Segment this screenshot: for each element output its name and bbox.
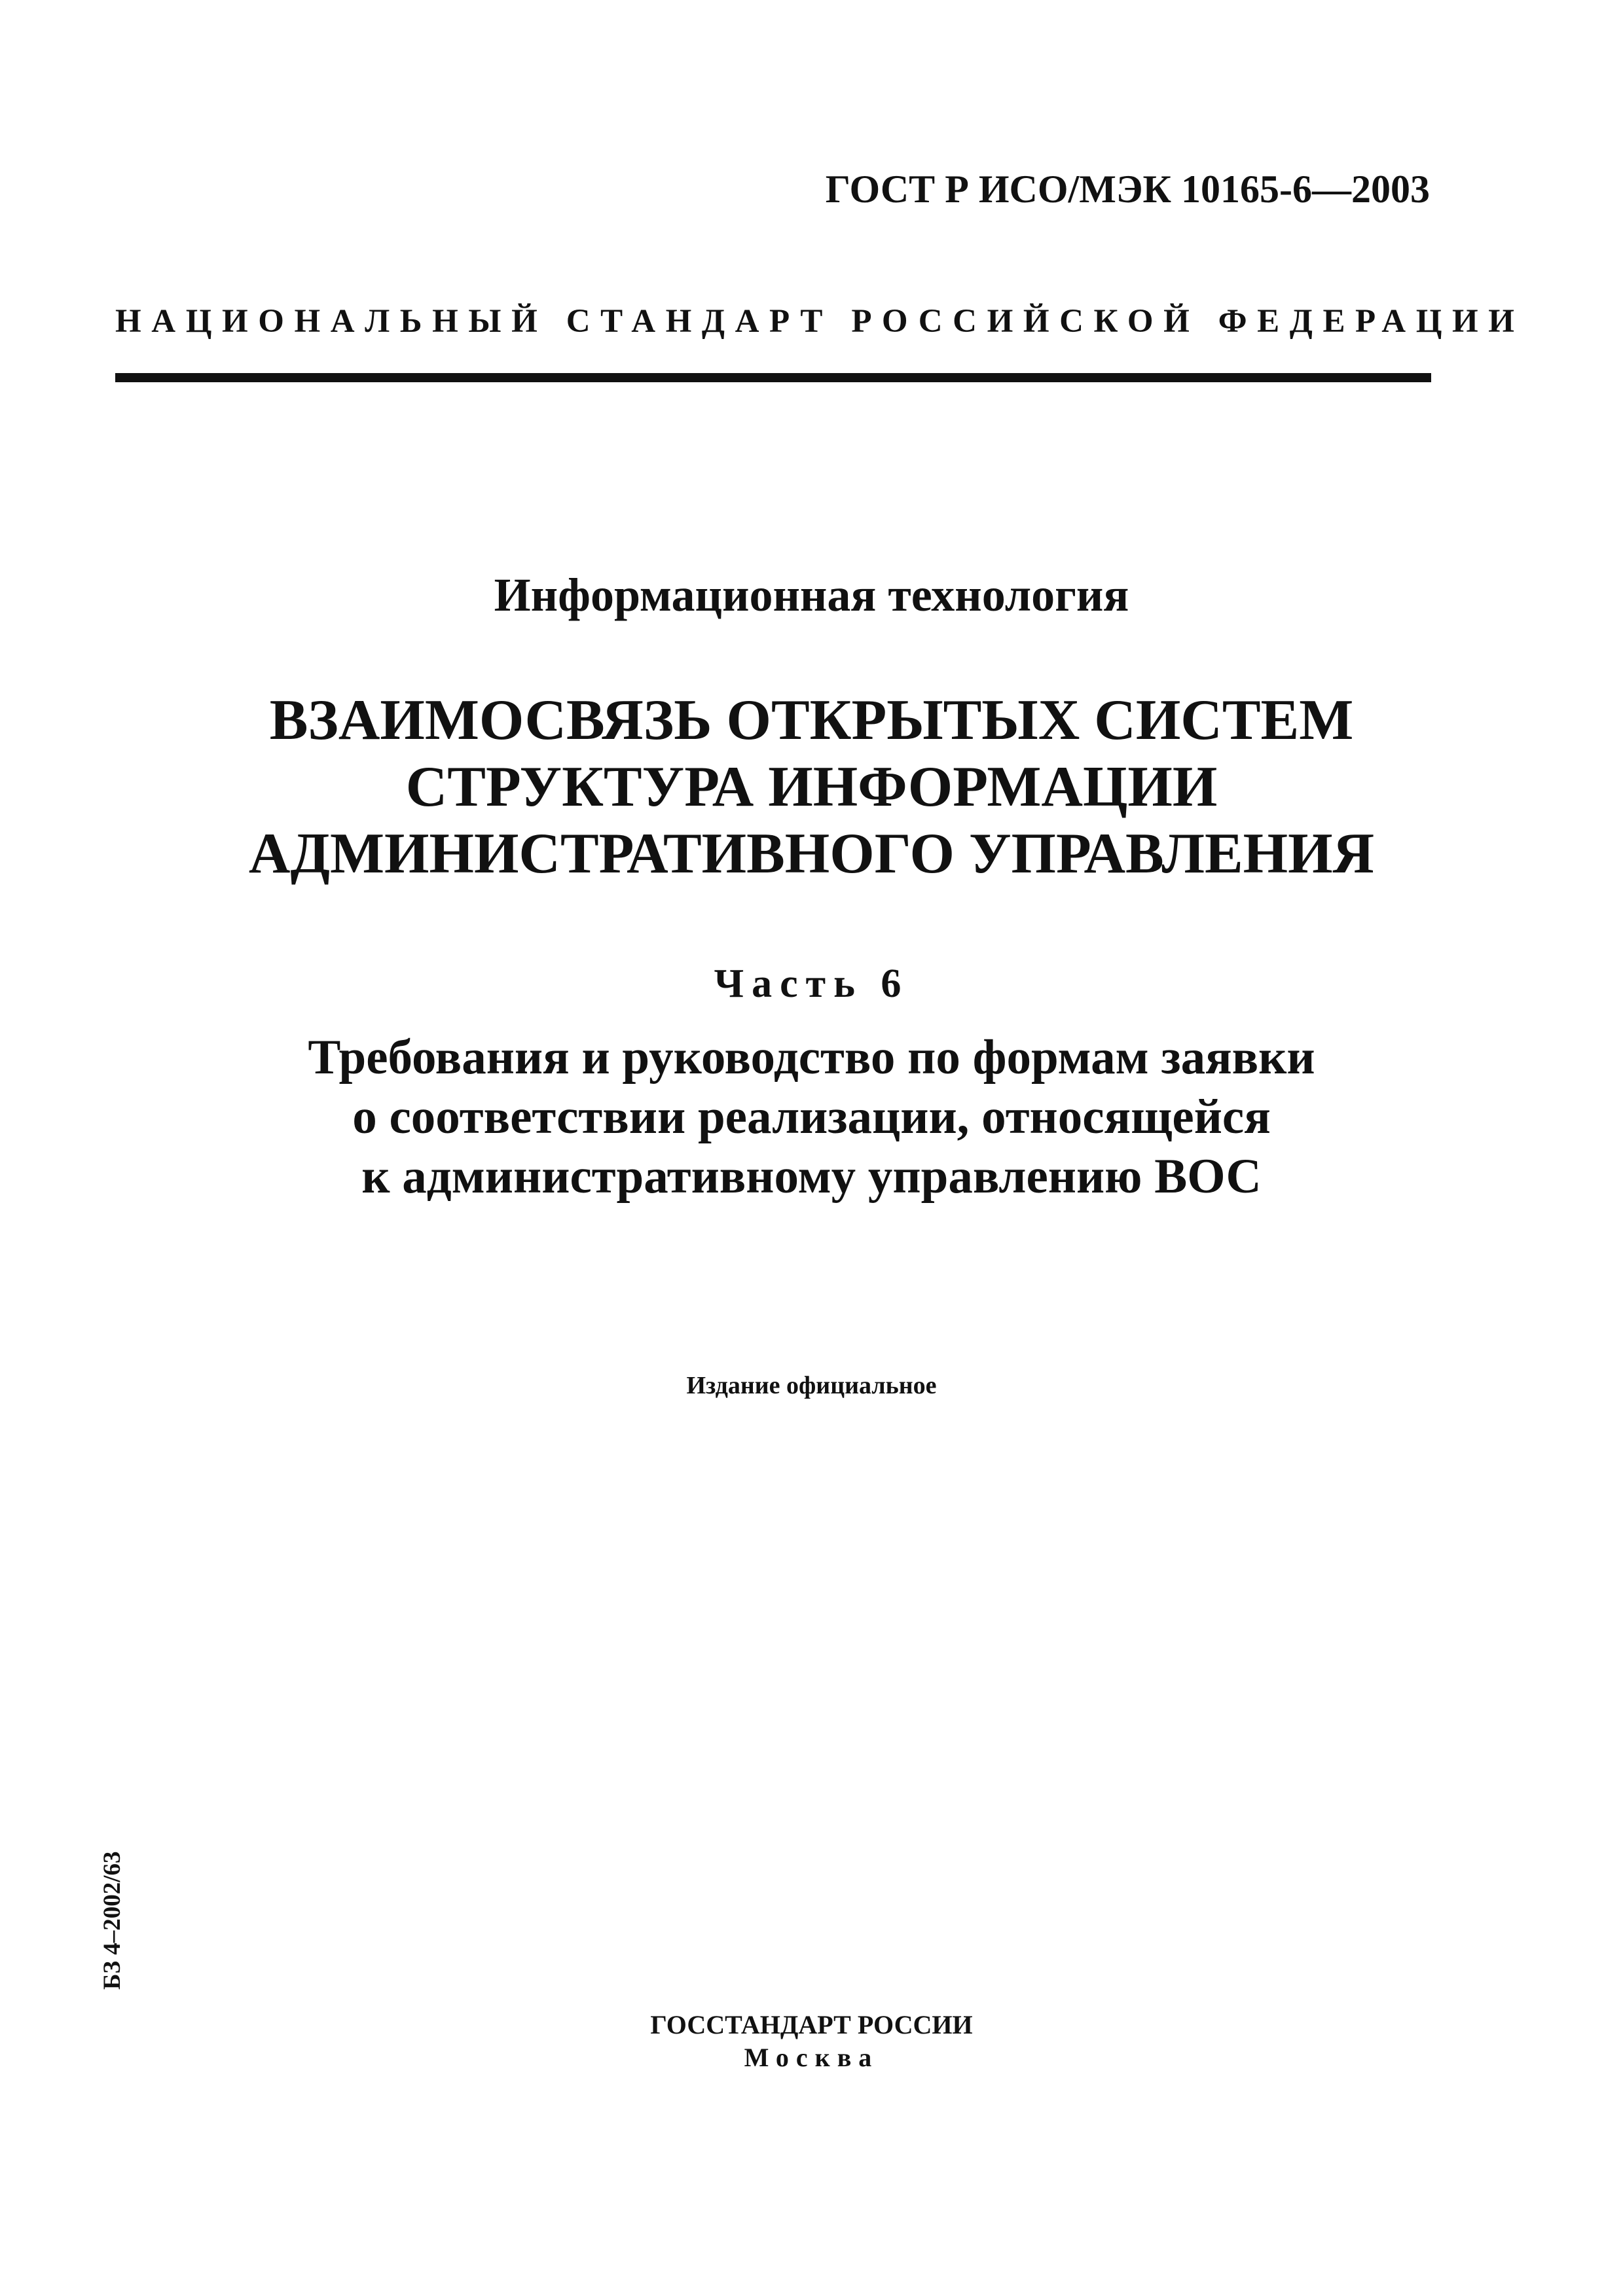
- subtitle-line: к административному управлению ВОС: [361, 1149, 1262, 1204]
- edition-label: Издание официальное: [686, 1372, 937, 1399]
- subtitle-line: Требования и руководство по формам заявки: [308, 1030, 1315, 1085]
- header-divider: [115, 373, 1431, 382]
- document-code: ГОСТ Р ИСО/МЭК 10165-6—2003: [825, 168, 1430, 211]
- part-label: Часть 6: [714, 961, 909, 1006]
- title-line: АДМИНИСТРАТИВНОГО УПРАВЛЕНИЯ: [248, 822, 1375, 886]
- side-code: БЗ 4–2002/63: [99, 1851, 126, 1990]
- subtitle-line: о соответствии реализации, относящейся: [352, 1090, 1271, 1144]
- document-subject: Информационная технология: [494, 569, 1129, 621]
- title-line: ВЗАИМОСВЯЗЬ ОТКРЫТЫХ СИСТЕМ: [269, 689, 1354, 752]
- city: Москва: [744, 2043, 879, 2072]
- document-type: НАЦИОНАЛЬНЫЙ СТАНДАРТ РОССИЙСКОЙ ФЕДЕРАЦИИ: [115, 303, 1525, 340]
- title-line: СТРУКТУРА ИНФОРМАЦИИ: [405, 755, 1218, 819]
- document-title: [0, 687, 1623, 888]
- publisher: ГОССТАНДАРТ РОССИИ: [650, 2010, 973, 2039]
- document-subtitle: [0, 1028, 1623, 1206]
